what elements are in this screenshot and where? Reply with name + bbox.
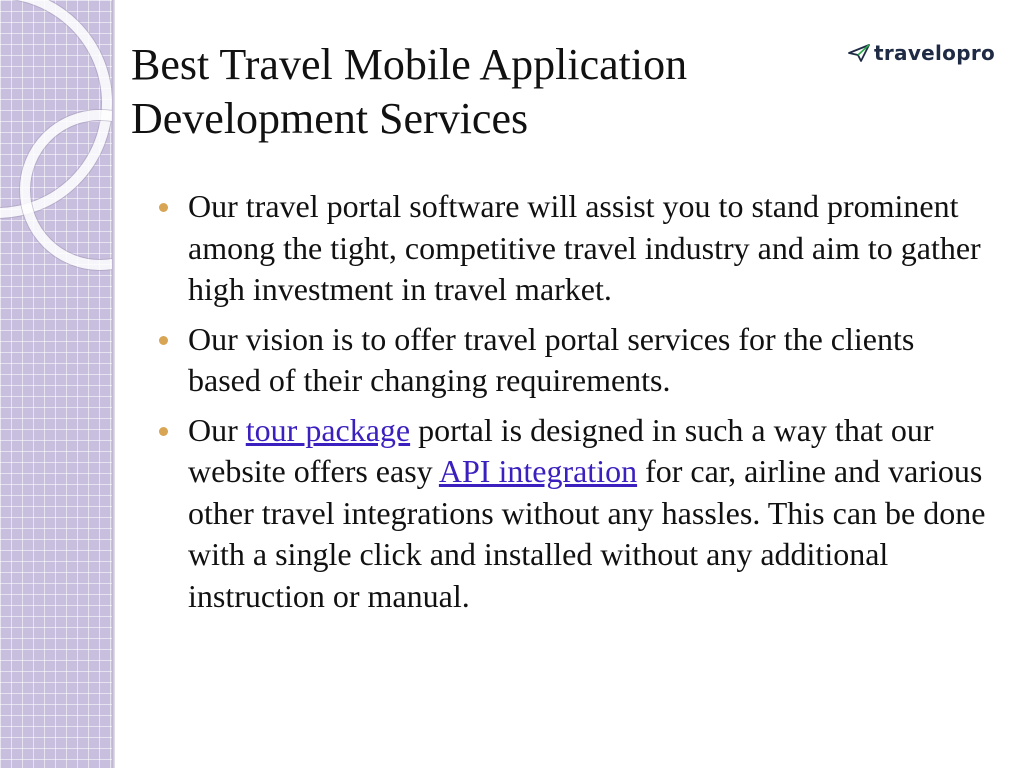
bullet-item [156, 410, 991, 618]
slide-title [131, 38, 821, 146]
paper-plane-icon [848, 44, 870, 62]
bullet-text-part: for car, airline and various other travel integrations without any hassles. This can be done with a single click and installed without any additional instruction or manual. [188, 453, 986, 614]
bullet-item [156, 186, 991, 311]
travelopro-logo [848, 41, 995, 65]
bullet-text: Our vision is to offer travel portal services for the clients based of their changing requirements. [188, 320, 915, 398]
bullet-list [156, 186, 991, 625]
api-integration-link[interactable]: API integration [438, 453, 638, 489]
decorative-side-strip [0, 0, 112, 768]
bullet-text: Our travel portal software will assist you to stand prominent among the tight, competitive travel industry and aim to gather high investment in travel market. [188, 188, 981, 307]
logo-text: travelopro [874, 41, 996, 65]
title-line-1: Best Travel Mobile Application [131, 40, 688, 89]
title-line-2: Development Services [131, 94, 529, 143]
bullet-text-part: portal is designed in such a way that our website offers easy [188, 411, 934, 489]
bullet-dot-icon [159, 336, 168, 345]
bullet-dot-icon [159, 427, 168, 436]
bullet-item [156, 319, 991, 402]
bullet-text-part: Our [188, 411, 246, 448]
bullet-dot-icon [159, 203, 168, 212]
strip-edge-divider [112, 0, 115, 768]
tour-package-link[interactable]: tour package [245, 411, 411, 448]
